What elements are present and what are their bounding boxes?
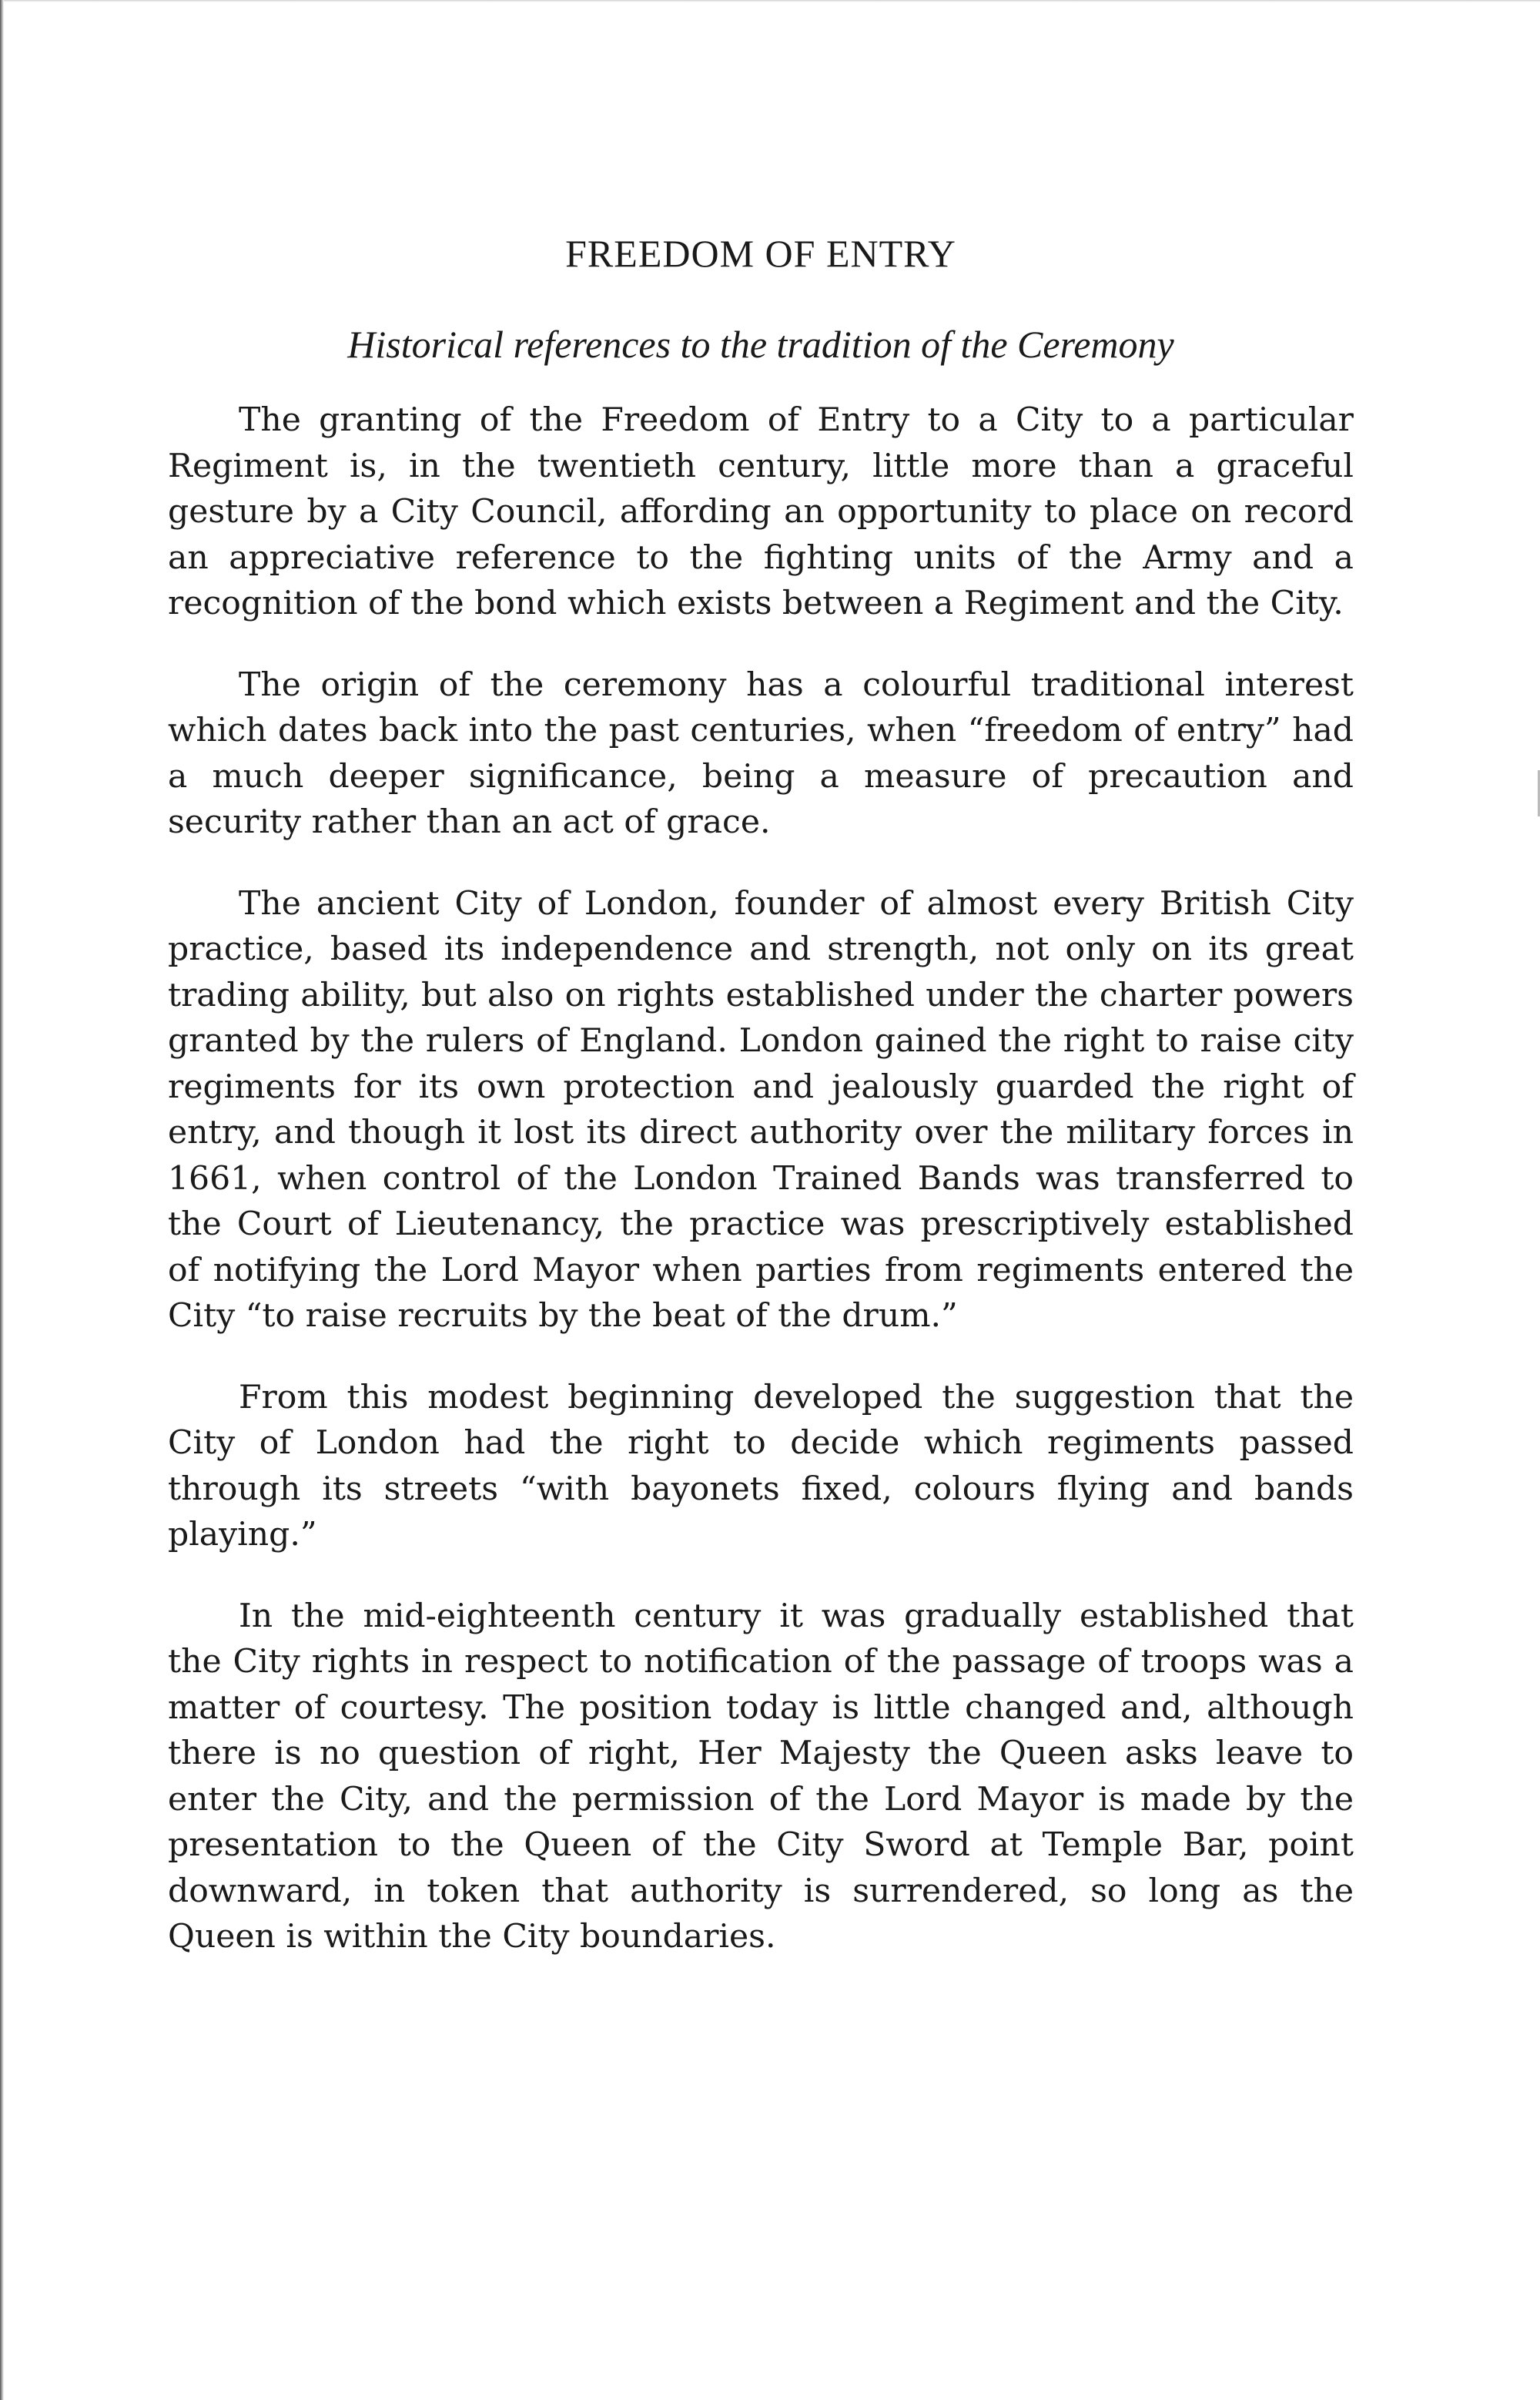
page-top-edge — [0, 0, 1540, 2]
paragraph-3: The ancient City of London, founder of almost every British City practice, based its independence and strength, not only on its great trading ability, but also on rights established under the charter powers granted by the rulers of England. London gained the right to raise city regiments for its own protection and jealously guarded the right of entry, and though it lost its direct authority over the military forces in 1661, when control of the London Trained Bands was transferred to the Court of Lieutenancy, the practice was prescriptively established of notifying the Lord Mayor when parties from regiments entered the City “to raise recruits by the beat of the drum.” — [168, 884, 1354, 1335]
paragraph-5: In the mid-eighteenth century it was gradually established that the City rights in respect to notification of the passage of troops was a matter of courtesy. The position today is little changed and, although there is no question of right, Her Majesty the Queen asks leave to enter the City, and the permission of the Lord Mayor is made by the presentation to the Queen of the City Sword at Temple Bar, point downward, in token that authority is surrendered, so long as the Queen is within the City boundaries. — [168, 1597, 1354, 1956]
document-subtitle: Historical references to the tradition of the Ceremony — [347, 323, 1174, 366]
paragraph-1: The granting of the Freedom of Entry to a City to a particular Regiment is, in the twentieth century, little more than a graceful gesture by a City Council, affording an opportunity to place on record an appreciative reference to the fighting units of the Army and a recognition of the bond which exists between a Regiment and the City. — [168, 401, 1354, 622]
page-content — [168, 231, 1354, 1996]
document-title: FREEDOM OF ENTRY — [565, 232, 956, 275]
page-left-edge — [0, 0, 4, 2400]
paragraph-2: The origin of the ceremony has a colourful traditional interest which dates back into the past centuries, when “freedom of entry” had a much deeper significance, being a measure of precaution and security rather than an act of grace. — [168, 665, 1354, 841]
paragraph-4: From this modest beginning developed the suggestion that the City of London had the right to decide which regiments passed through its streets “with bayonets fixed, colours flying and bands playing.” — [168, 1378, 1354, 1554]
